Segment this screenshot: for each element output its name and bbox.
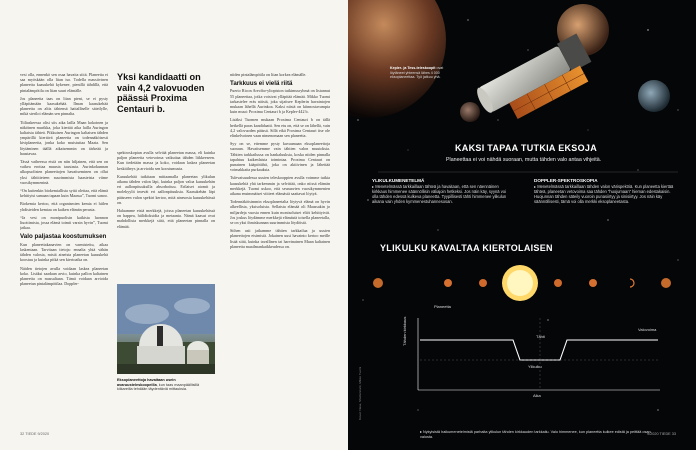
paragraph: niiden pintalämpötila on liian korkea elämälle. bbox=[230, 72, 307, 77]
planet-small-1 bbox=[460, 102, 480, 122]
time-label: Aika bbox=[533, 393, 541, 398]
telescope-caption: Kepler- ja Tess-teleskoopit ovat löytäneet yhteensä lähes 4 000 eksoplaneettaa. Työ jatkuu yhä. bbox=[390, 66, 444, 80]
paragraph: Puerto Ricon Arecibo-yliopiston tutkimusryhmä on listannut 55 planeettaa, jotka voisivat ylläpitää elämää. Mikko Tuomi tarkastelee eräs näistä, joka sijaitsee Keplerin havaintojen mukaan lähellä Aurinkoa. Kaksi niistä on kiinnostavampia kuin muut: Proxima Centauri b ja Kepler-442 b. bbox=[230, 88, 330, 115]
section-subtitle: Planeettaa ei voi nähdä suoraan, mutta tähden valo antaa vihjeitä. bbox=[446, 157, 602, 163]
doppler-method-heading: DOPPLER-SPEKTROSKOPIA bbox=[534, 178, 598, 183]
paragraph: Näiden tietojen avulla voidaan laskea planeetan koko. Lisäksi saadaan arvio, kuinka pallon kaltainen planeetta on massaltaan. Tämä voidaan arvioida planeetan pintalämpötilaa. Doppler- bbox=[20, 265, 108, 287]
paragraph: Biokemia kertoo, että organismien kemia ei hiilen yhdisteiden kemiaa on kaiken elämän perusta. bbox=[20, 201, 108, 212]
folio-left: 32 TIEDE 9/2020 bbox=[20, 432, 50, 436]
telescope-illustration bbox=[473, 33, 599, 130]
paragraph: Tiiliaskeessa olisi siis aika lailla Maan kokoinen ja näköinen murikka, joka kiertää aika lailla Auringon kaltaista tähteä. Pikkuisen Auringon kaltaisen tähden ympärillä kiertävä planeetta on todennäköisesti kiviplaneetta, jonka koko muistuttaa Maata. Sen löytäminen täällä aikaisemmin on tärkeää ja haastavaa. bbox=[20, 119, 108, 156]
paragraph: Lisäksi Tuomen mukaan Proxima Centauri b on tällä hetkellä paras kandidaatti. Sen etu on, että se on lähellä, vain 4,2 valovuoden päässä. Sillä eikä Proxima Centauri itse ole elinkelvoinen vaan nimenomaan sen planeetta. bbox=[230, 117, 330, 139]
brightness-label: Valovoima bbox=[638, 327, 657, 332]
paragraph: Tässä vaiheessa etsiä on niin hiljainen, että sen on vaikea erottaa muusta taustasta. Aurinkokunnan ulkopuolisten planeettojen havaitseminen on ollut yksi tähtitieteen suurimmista haasteista viime vuosikymmeninä. bbox=[20, 159, 108, 185]
doppler-method-text: ▸ Menetelmässä tarkkaillaan tähden valon värispektriä. Kun planeetta kiertää tähteä, planeetan vetovoima saa tähden “huojumaan” hieman edestakaisin. Huojunnan tähden säteily vuoroin punasiirtyy ja sinisiirtyy. Jos näin käy säännöllisesti, tämä voi olla merkki eksoplaneetasta. bbox=[534, 184, 674, 205]
planet-large bbox=[348, 0, 446, 118]
paragraph: Kun planeettakanavien on varmistettu, aikaa laskentaan. Tarvitaan tietoja: ennalta yhtä vähän tähden valosta, mistä aineista planeetan kaasukehä koostuu ja kuinka pitkä sen kiertoaika on. bbox=[20, 241, 108, 263]
transit-label: Ylikulku bbox=[528, 364, 542, 369]
paragraph: Haluamme etsiä merkkejä, joissa planeetan kaasukehässä on happea, hiilidioksidia ja metaania. Nämä kaasut ovat mahdollisia merkkejä siitä, että planeetan pinnalla on elämää. bbox=[117, 208, 215, 229]
subheading: Valo paljastaa koostumuksen bbox=[20, 233, 107, 241]
transit-diagram-title: YLIKULKU KAVALTAA KIERTOLAISEN bbox=[380, 243, 553, 253]
paragraph: “On kuitenkin biokemiallista syitä olettaa, että elämä kehittyisi samaan tapaan kuin Maassa”, Tuomi sanoo. bbox=[20, 188, 108, 199]
planet-label: Planeetta bbox=[434, 304, 451, 309]
light-curve-graph bbox=[418, 318, 660, 390]
paragraph: Jos planeetta taas on liian pieni, se ei pysty ylläpitämään kaasukehää. Ilman kaasukehää planeetta on altis tähtensä haitalliselle säteilylle, mikä steriloi elämän sen pinnalta. bbox=[20, 95, 108, 117]
paragraph: spektroskopian avulla selviää planeetan massa, eli kuinka paljon planeetta vetovoima vaikuttaa tähden liikkeeseen. Kun tiedetään massa ja koko, voidaan laskea planeetan keskitiheys ja arvioida sen koostumusta. bbox=[117, 150, 215, 171]
photo-caption: Eksoplaneettoja havaitaan usein avaruusteleskoopeilla, kun taas maanpäällisillä kiikareilla tehdään täydentäviä mittauksia. bbox=[117, 378, 200, 392]
section-title-methods: KAKSI TAPAA TUTKIA EKSOJA bbox=[455, 143, 598, 153]
article-column-1 bbox=[20, 72, 108, 434]
article-column-3 bbox=[230, 72, 330, 434]
paragraph: “Ja vesi on monipuolisin kaikista luonnon liuottimista, jossa elämä toimii varsin hyvin”, Tuomi jatkaa. bbox=[20, 214, 108, 231]
planet-small-2 bbox=[638, 80, 670, 112]
paragraph: vesi olla, ennenkö sen osaa havaita siitä. Planeetta ei saa myöskään olla liian iso. Todella massiivinen planeetta kaasukehä kykenee, pienillä tähdillä, että pintalämpötila on liian suuri elämälle. bbox=[20, 72, 108, 93]
diagram-footnote: ▸ Nykyisistä haikumenetelmistä parhaita ylikulun tähden kirkkauden tarkkailu. Valo himmenee, kun planeetta kulkee edistä ja peittää osan valosta. bbox=[420, 430, 651, 439]
paragraph: Tulevaisuudessa uusien teleskooppien avulla voimme tutkia kaasukehiä yhä tarkemmin ja selvittää, onko niissä elämän merkkejä. Tuomi uskoo, että seuraavien vuosikymmenien aikana ensimmäiset viitteet elämästä saattavat löytyä. bbox=[230, 175, 330, 197]
folio-right: 9/2020 TIEDE 33 bbox=[646, 432, 676, 436]
y-axis-label: Tähden kirkkaus bbox=[402, 316, 407, 346]
paragraph: Syy on se, ettemme pysty kuvaamaan eksoplaneettoja suoraan. Havaitsemme vain tähtien valon muutoksia. Tähtien tarkkailussa on hankaluuksia, koska niiden pinnalla tapahtuu kaikenlaista toimintaa. Proxima Centauri on punainen kääpiötähti, joka on aktiivinen ja lähettää voimakkaita purkauksia. bbox=[230, 141, 330, 173]
subheading: Tarkkuus ei vielä riitä bbox=[230, 80, 293, 88]
transit-method-heading: YLIKULKUMENETELMÄ bbox=[372, 178, 425, 183]
paragraph: Siihen asti jatkamme tähtien tarkkailua ja uusien planeettojen etsimistä. Jokainen uusi havainto kertoo meille lisää siitä, kuinka tavallinen tai harvinainen Maan kaltainen planeetta maailmankaikkeudessa on. bbox=[230, 228, 330, 249]
pull-quote-headline: Yksi kandidaatti on vain 4,2 valovuoden päässä Proxima Centauri b. bbox=[117, 72, 205, 114]
transit-method-text: ▸ Menetelmässä tarkkaillaan tähteä ja havaitaan, että sen näennäinen kirkkaus himmenee säännöllisin väliajoin hetkeksi. Jos näin käy, syynä voi olla tähden edessä kulkeva planeetta. Tyypillisesti tähti himmenee ylikulun aikana vain yhden kymmenestuhannesosan. bbox=[372, 184, 507, 205]
paragraph: Todennäköisimmin eksoplaneetalta löytyvä elämä on hyvin alkeellista, yksisoluista. Sellaista elämää oli Maassakin jo miljardeja vuosia ennen kuin monisoluiset eliöt kehittyivät. Jos joskus löydämme merkkejä elämästä toisella planeetalla, se on yksi ihmiskunnan suurimmista löydöistä. bbox=[230, 199, 330, 226]
image-credit: Kuvat: Nasa, Shutterstock, Mikko Tuomi bbox=[358, 366, 362, 420]
star-label: Tähti bbox=[536, 334, 545, 339]
orbit-sequence bbox=[373, 265, 671, 301]
observatory-photo bbox=[117, 284, 215, 374]
paragraph: Kaasukehää tutkitaan mittaamalla planeetan ylikulun aikana tähden valon läpi, kuinka paljon valoa kaasukehän eri aallonpituuksilla absorboituu. Erilaiset atomit ja molekyylit imevät eri aallonpituuksia. Kaasukehän läpi päässeen valon spektri kertoo, mitä ainesosia kaasukehässä on. bbox=[117, 173, 215, 205]
